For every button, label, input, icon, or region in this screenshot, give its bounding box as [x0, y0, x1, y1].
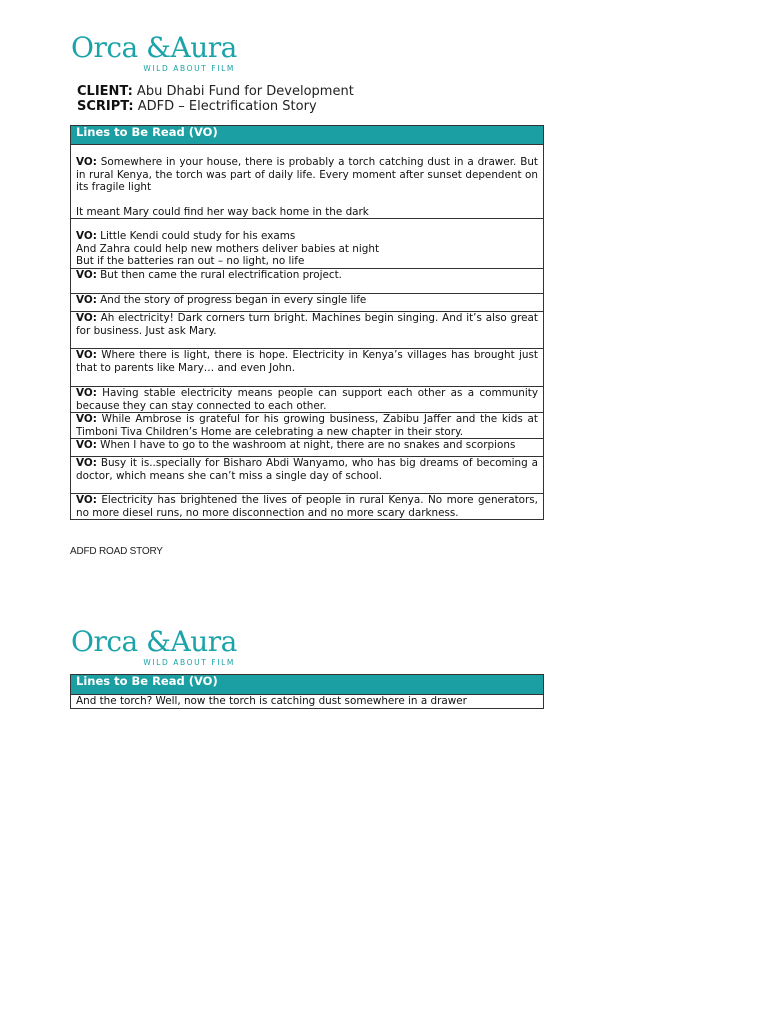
vo-cell — [71, 439, 544, 457]
vo-cell — [71, 413, 544, 439]
table-row — [71, 349, 544, 387]
vo-label: VO: — [76, 457, 97, 469]
vo-text-extra: It meant Mary could find her way back home in the dark — [76, 205, 369, 218]
vo-text: And the torch? Well, now the torch is catching dust somewhere in a drawer — [76, 695, 467, 707]
vo-cell — [71, 457, 544, 494]
table-heading: Lines to Be Read (VO) — [71, 126, 544, 145]
table-heading: Lines to Be Read (VO) — [71, 675, 544, 695]
vo-text: When I have to go to the washroom at night, there are no snakes and scorpions — [100, 439, 516, 451]
company-logo — [71, 32, 241, 73]
vo-label: VO: — [76, 349, 97, 361]
vo-text: Where there is light, there is hope. Electricity in Kenya’s villages has brought just that to parents like Mary… and even John. — [76, 349, 538, 374]
vo-cell — [71, 312, 544, 349]
vo-label: VO: — [76, 230, 97, 242]
logo-tagline: WILD ABOUT FILM — [143, 658, 235, 667]
vo-cell — [71, 349, 544, 387]
client-line — [77, 84, 354, 99]
vo-text: Somewhere in your house, there is probably a torch catching dust in a drawer. But in rural Kenya, the torch was part of daily life. Every moment after sunset dependent on its fragile light — [76, 156, 538, 193]
vo-text: Having stable electricity means people can support each other as a community because they can stay connected to each other. — [76, 387, 538, 412]
table-row — [71, 387, 544, 413]
vo-text: While Ambrose is grateful for his growing business, Zabibu Jaffer and the kids at Timboni Tiva Children’s Home are celebrating a new chapter in their story. — [76, 413, 538, 438]
table-row — [71, 312, 544, 349]
table-row — [71, 219, 544, 269]
vo-label: VO: — [76, 439, 97, 451]
vo-cell — [71, 145, 544, 219]
vo-table-continued — [70, 674, 544, 709]
vo-cell — [71, 387, 544, 413]
vo-label: VO: — [76, 294, 97, 306]
vo-text: Busy it is..specially for Bisharo Abdi Wanyamo, who has big dreams of becoming a doctor, which means she can’t miss a single day of school. — [76, 457, 539, 482]
table-row — [71, 294, 544, 312]
table-row — [71, 269, 544, 294]
vo-text: Electricity has brightened the lives of people in rural Kenya. No more generators, no more diesel runs, no more disconnection and no more scary darkness. — [76, 494, 538, 519]
vo-label: VO: — [76, 156, 97, 168]
footer-note: ADFD ROAD STORY — [70, 546, 163, 557]
script-line — [77, 99, 317, 114]
table-row — [71, 145, 544, 219]
table-row — [71, 494, 544, 520]
vo-text: Ah electricity! Dark corners turn bright. Machines begin singing. And it’s also great for business. Just ask Mary. — [76, 312, 539, 337]
vo-label: VO: — [76, 413, 97, 425]
table-row — [71, 695, 544, 709]
vo-label: VO: — [76, 312, 97, 324]
table-header-row — [71, 675, 544, 695]
vo-table — [70, 125, 544, 520]
vo-label: VO: — [76, 494, 97, 506]
vo-cell — [71, 269, 544, 294]
table-row — [71, 413, 544, 439]
vo-label: VO: — [76, 387, 97, 399]
vo-text-line2: And Zahra could help new mothers deliver babies at night — [76, 242, 380, 255]
script-value: ADFD – Electrification Story — [137, 99, 317, 114]
client-value: Abu Dhabi Fund for Development — [136, 84, 354, 99]
vo-text: But then came the rural electrification project. — [100, 269, 342, 281]
table-header-row — [71, 126, 544, 145]
logo-brand: Orca &Aura — [71, 625, 237, 658]
logo-tagline: WILD ABOUT FILM — [143, 64, 235, 73]
vo-text-line3: But if the batteries ran out – no light, no life — [76, 255, 305, 267]
table-row — [71, 457, 544, 494]
vo-cell — [71, 695, 544, 709]
vo-label: VO: — [76, 269, 97, 281]
company-logo — [71, 626, 241, 667]
script-label: SCRIPT: — [77, 99, 134, 114]
vo-cell — [71, 494, 544, 520]
table-row — [71, 439, 544, 457]
client-label: CLIENT: — [77, 84, 133, 99]
vo-text: Little Kendi could study for his exams — [100, 230, 296, 242]
vo-cell — [71, 219, 544, 269]
logo-brand: Orca &Aura — [71, 31, 237, 64]
vo-cell — [71, 294, 544, 312]
vo-text: And the story of progress began in every single life — [100, 294, 367, 306]
